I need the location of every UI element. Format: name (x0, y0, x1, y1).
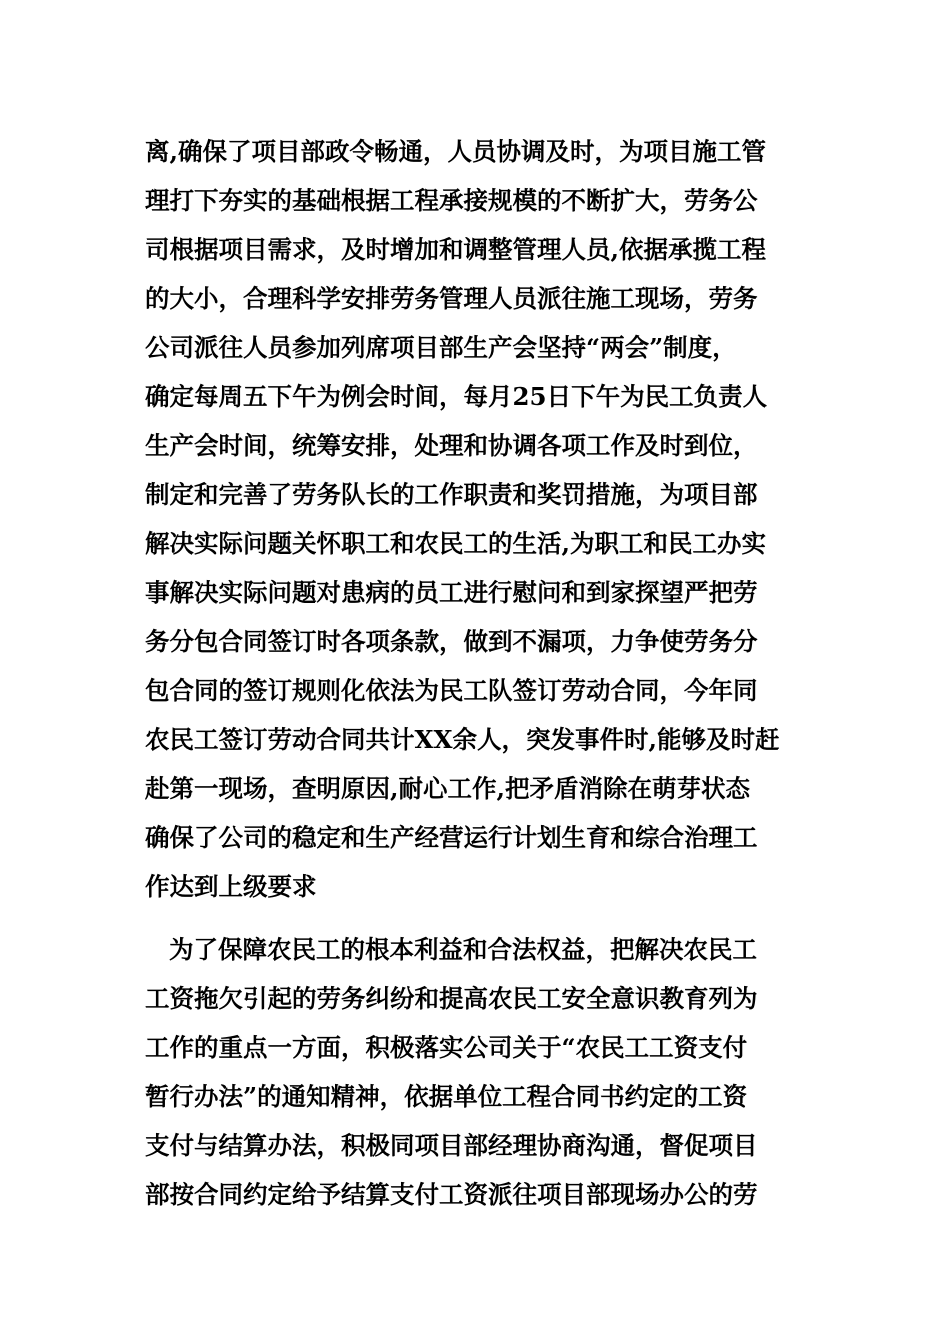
text-line: 确保了公司的稳定和生产经营运行计划生育和综合治理工 (145, 823, 758, 852)
text-line: 生产会时间，统筹安排，处理和协调各项工作及时到位， (145, 431, 758, 460)
paragraph-2 (145, 925, 815, 1219)
paragraph-1 (145, 127, 815, 911)
text-line: 事解决实际问题对患病的员工进行慰问和到家探望严把劳 (145, 578, 758, 607)
text-line: 包合同的签订规则化依法为民工队签订劳动合同，今年同 (145, 676, 758, 705)
text-line: 工资拖欠引起的劳务纠纷和提高农民工安全意识教育列为 (145, 984, 758, 1013)
text-line: 部按合同约定给予结算支付工资派往项目部现场办公的劳 (145, 1180, 758, 1209)
text-line: 务分包合同签订时各项条款，做到不漏项，力争使劳务分 (145, 627, 758, 656)
text-line: 农民工签订劳动合同共计XX余人，突发事件时,能够及时赶 (145, 725, 780, 754)
text-line: 作达到上级要求 (145, 872, 317, 901)
text-line: 赴第一现场，查明原因,耐心工作,把矛盾消除在萌芽状态 (145, 774, 751, 803)
text-line: 理打下夯实的基础根据工程承接规模的不断扩大，劳务公 (145, 186, 758, 215)
text-line: 支付与结算办法，积极同项目部经理协商沟通，督促项目 (145, 1131, 758, 1160)
text-line-indented: 为了保障农民工的根本利益和合法权益，把解决农民工 (169, 935, 757, 964)
text-line: 暂行办法”的通知精神，依据单位工程合同书约定的工资 (145, 1082, 748, 1111)
text-line: 确定每周五下午为例会时间，每月25日下午为民工负责人 (145, 382, 768, 411)
text-line: 制定和完善了劳务队长的工作职责和奖罚措施，为项目部 (145, 480, 758, 509)
text-line: 工作的重点一方面，积极落实公司关于“农民工工资支付 (145, 1033, 748, 1062)
text-line: 司根据项目需求，及时增加和调整管理人员,依据承揽工程 (145, 235, 767, 264)
text-line: 解决实际问题关怀职工和农民工的生活,为职工和民工办实 (145, 529, 767, 558)
text-line: 的大小，合理科学安排劳务管理人员派往施工现场，劳务 (145, 284, 758, 313)
text-line: 公司派往人员参加列席项目部生产会坚持“两会”制度， (145, 333, 737, 362)
text-line: 离,确保了项目部政令畅通，人员协调及时，为项目施工管 (145, 137, 767, 166)
